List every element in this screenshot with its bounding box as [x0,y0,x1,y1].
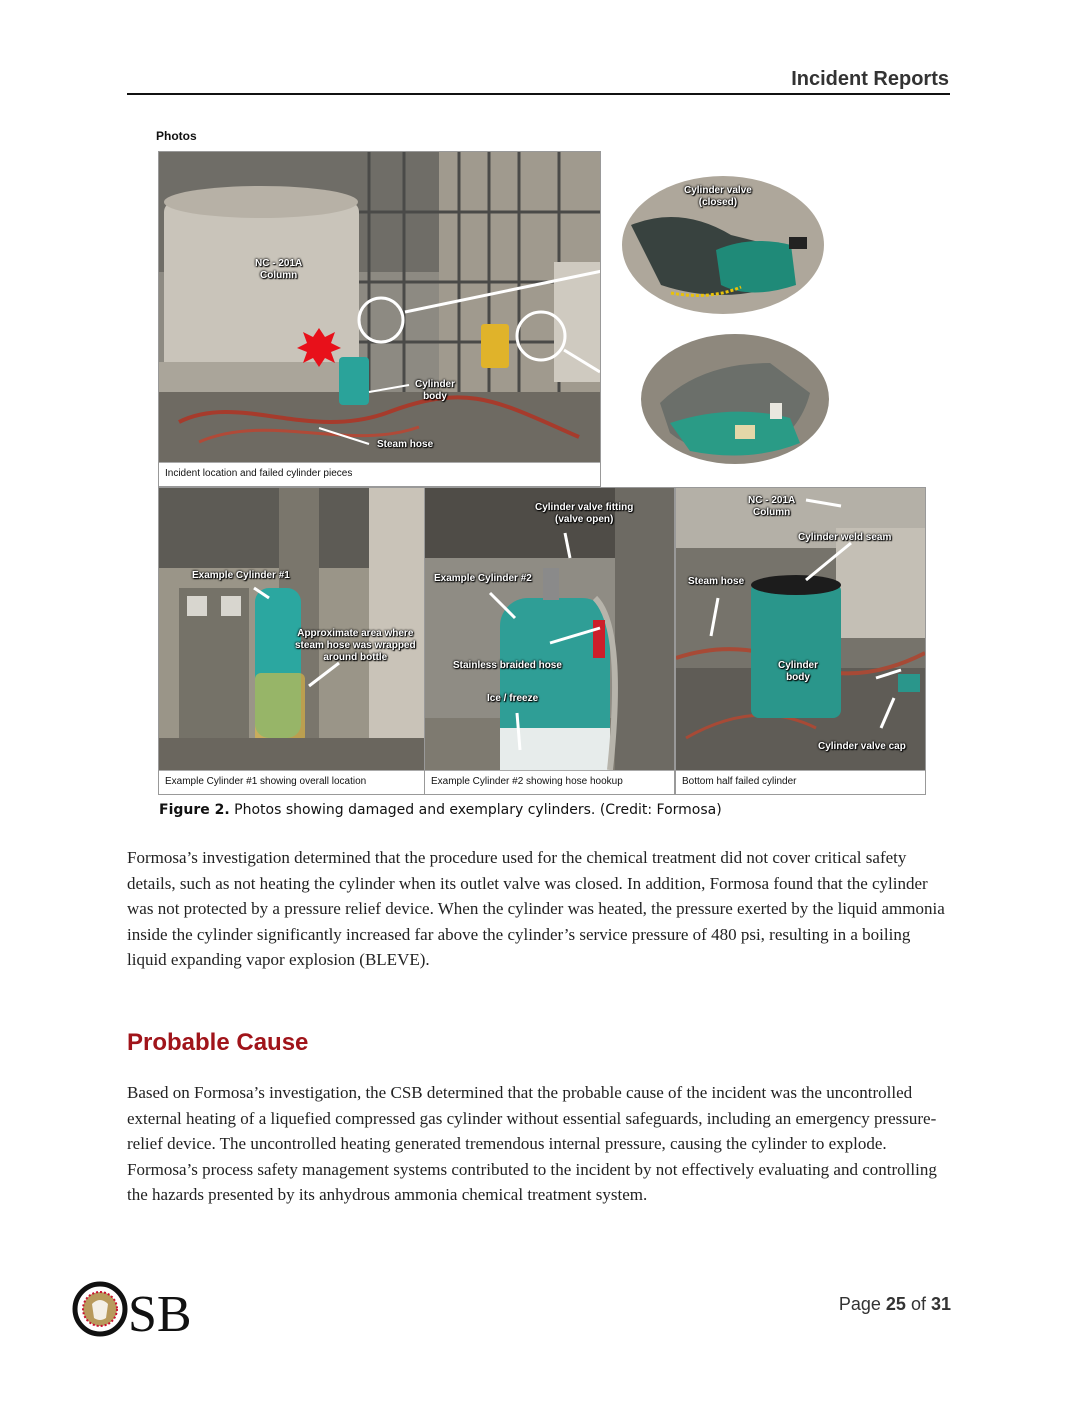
page-total: 31 [930,1294,951,1314]
panel-caption: Example Cylinder #1 showing overall location [159,770,424,794]
panel-caption: Example Cylinder #2 showing hose hookup [425,770,674,794]
label-ice-freeze: Ice / freeze [487,693,539,704]
panel-caption: Incident location and failed cylinder pieces [159,462,600,486]
label-cylinder-body-2: Cylinder body [778,660,819,683]
paragraph-investigation: Formosa’s investigation determined that the procedure used for the chemical treatment did not cover critical safety details, such as not heating the cylinder when its outlet valve was closed. In addition, Formosa found that the cylinder was not protected by a pressure relief device. When the cylinder was heated, the pressure exerted by the liquid ammonia inside the cylinder significantly increased far above the cylinder’s service pressure of 480 psi, resulting in a boiling liquid expanding vapor explosion (BLEVE). [127,848,945,969]
paragraph-probable-cause: Based on Formosa’s investigation, the CSB determined that the probable cause of the incident was the uncontrolled external heating of a liquefied compressed gas cylinder without essential safeguards, including an emergency pressure-relief device. The uncontrolled heating generated tremendous internal pressure, causing the cylinder to explode. Formosa’s process safety management systems contributed to the incident by not effectively evaluating and controlling the hazards presented by its anhydrous ammonia chemical treatment system. [127,1083,937,1204]
label-valve-fitting: Cylinder valve fitting (valve open) [535,502,634,525]
label-example-cylinder-1: Example Cylinder #1 [192,570,290,581]
header-title: Incident Reports [791,68,949,90]
label-example-cylinder-2: Example Cylinder #2 [434,573,532,584]
label-stainless-braided-hose: Stainless braided hose [453,660,562,671]
label-approximate-area: Approximate area where steam hose was wrapped around bottle [295,628,416,663]
photo-panel-incident-location [158,151,601,487]
label-column-2: NC - 201A Column [748,495,796,518]
csb-logo [72,1278,196,1338]
page-number: Page 25 of 31 [838,1294,951,1314]
label-cylinder-valve: Cylinder valve (closed) [684,185,752,208]
label-valve-cap: Cylinder valve cap [818,741,906,752]
figure-caption [159,802,722,818]
photo-panel-bottom-half [675,487,926,795]
figure-label: Figure 2. [159,802,230,818]
section-heading-probable-cause: Probable Cause [127,1029,309,1056]
photos-label: Photos [156,129,197,143]
label-steam-hose: Steam hose [377,439,434,450]
header-divider [127,93,950,95]
incident-location-photo [159,152,600,462]
panel-caption: Bottom half failed cylinder [676,770,925,794]
page-current: 25 [885,1294,906,1314]
photo-panel-cylinder-1 [158,487,425,795]
logo-text: SB [128,1286,192,1338]
label-column: NC - 201A Column [255,258,303,281]
bottom-half-cylinder-photo [676,488,925,770]
photo-panel-cylinder-2 [424,487,675,795]
label-weld-seam: Cylinder weld seam [798,532,892,543]
label-steam-hose-2: Steam hose [688,576,745,587]
cylinder-piece-inset [640,333,830,465]
label-cylinder-body: Cylinder body [415,379,456,402]
figure-text: Photos showing damaged and exemplary cylinders. (Credit: Formosa) [229,802,722,818]
example-cylinder-2-photo [425,488,674,770]
